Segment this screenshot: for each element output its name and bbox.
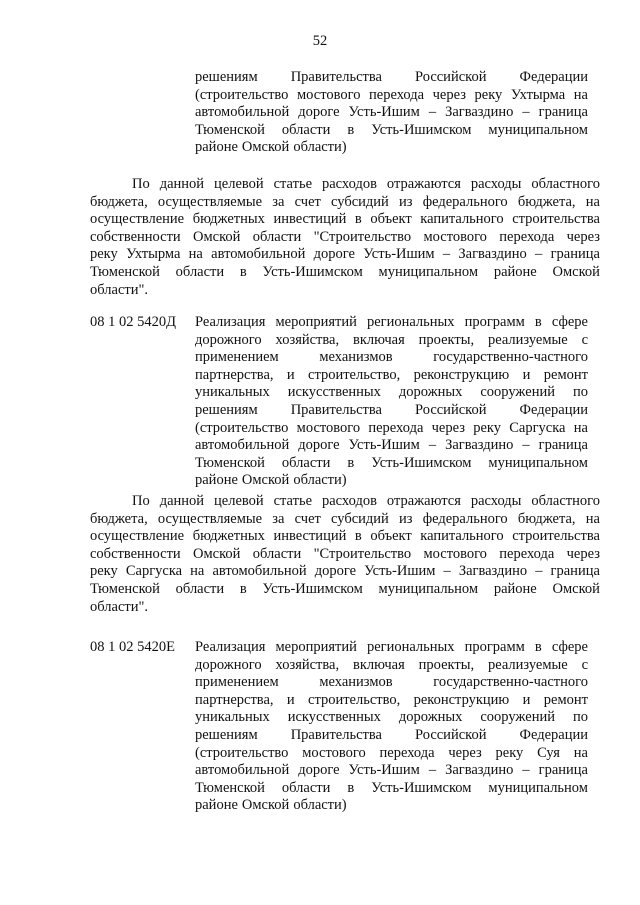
entry-line: дорожного хозяйства, включая проекты, реализуемые с [195, 331, 588, 348]
entry-line: Реализация мероприятий региональных программ в сфере [195, 639, 588, 655]
entry-line: Тюменской области в Усть-Ишимском муниципальном [195, 454, 588, 471]
entry-line: Тюменской области в Усть-Ишимском муниципальном [195, 121, 588, 138]
entry-line: автомобильной дороге Усть-Ишим – Загваздино – граница [195, 762, 588, 779]
paragraph-line: собственности Омской области "Строительство мостового перехода через [90, 228, 600, 245]
page-number: 52 [312, 33, 328, 49]
entry-line: уникальных искусственных дорожных сооружений по [195, 709, 588, 726]
paragraph-line: По данной целевой статье расходов отражаются расходы областного [132, 493, 600, 509]
paragraph-line: реку Ухтырма на автомобильной дороге Усть-Ишим – Загваздино – граница [90, 246, 600, 263]
entry-line: (строительство мостового перехода через реку Саргуска на [195, 419, 588, 436]
entry-line: (строительство мостового перехода через реку Ухтырма на [195, 86, 588, 103]
entry-line: применением механизмов государственно-частного [195, 349, 588, 366]
entry-line: Реализация мероприятий региональных программ в сфере [195, 314, 588, 330]
entry-line: Тюменской области в Усть-Ишимском муниципальном [195, 779, 588, 796]
paragraph-line: области". [90, 281, 149, 298]
paragraph-line: Тюменской области в Усть-Ишимском муниципальном районе Омской [90, 264, 600, 280]
entry-line: решениям Правительства Российской Федерации [195, 727, 588, 743]
paragraph-line: осуществление бюджетных инвестиций в объект капитального строительства [90, 528, 600, 545]
entry-line: районе Омской области) [195, 139, 347, 156]
entry-line: дорожного хозяйства, включая проекты, реализуемые с [195, 656, 588, 673]
entry-line: решениям Правительства Российской Федерации [195, 402, 588, 418]
paragraph-line: области". [90, 598, 149, 615]
entry-line: автомобильной дороге Усть-Ишим – Загваздино – граница [195, 437, 588, 454]
entry-line: партнерства, и строительство, реконструкцию и ремонт [195, 366, 588, 383]
entry-line: автомобильной дороге Усть-Ишим – Загваздино – граница [195, 104, 588, 121]
paragraph-line: осуществление бюджетных инвестиций в объект капитального строительства [90, 211, 600, 228]
paragraph-line: Тюменской области в Усть-Ишимском муниципальном районе Омской [90, 581, 600, 597]
paragraph-line: бюджета, осуществляемые за счет субсидий из федерального бюджета, на [90, 193, 600, 210]
entry-line: применением механизмов государственно-частного [195, 674, 588, 691]
entry-line: районе Омской области) [195, 797, 347, 814]
entry-line: решениям Правительства Российской Федерации [195, 69, 588, 85]
entry-line: партнерства, и строительство, реконструкцию и ремонт [195, 691, 588, 708]
entry-line: районе Омской области) [195, 472, 347, 489]
budget-code: 08 1 02 5420Д [90, 314, 177, 330]
entry-line: (строительство мостового перехода через реку Суя на [195, 744, 588, 761]
paragraph-line: По данной целевой статье расходов отражаются расходы областного [132, 176, 600, 192]
entry-line: уникальных искусственных дорожных сооружений по [195, 384, 588, 401]
budget-code: 08 1 02 5420Е [90, 639, 175, 655]
paragraph-line: реку Саргуска на автомобильной дороге Усть-Ишим – Загваздино – граница [90, 563, 600, 580]
paragraph-line: собственности Омской области "Строительство мостового перехода через [90, 545, 600, 562]
paragraph-line: бюджета, осуществляемые за счет субсидий из федерального бюджета, на [90, 510, 600, 527]
